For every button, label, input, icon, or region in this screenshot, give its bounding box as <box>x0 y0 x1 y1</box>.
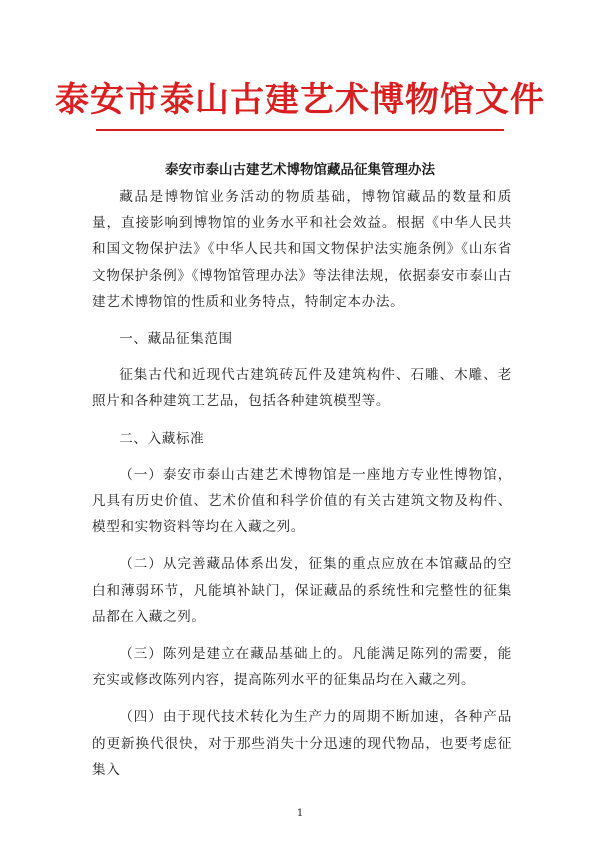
paragraph-scope: 征集古代和近现代古建筑砖瓦件及建筑构件、石雕、木雕、老照片和各种建筑工艺品，包括各种建筑模型等。 <box>92 367 512 410</box>
letterhead-title: 泰安市泰山古建艺术博物馆文件 <box>55 80 545 120</box>
document-body <box>92 184 512 794</box>
paragraph-criteria-1: （一）泰安市泰山古建艺术博物馆是一座地方专业性博物馆，凡具有历史价值、艺术价值和科学价值的有关古建筑文物及构件、模型和实物资料等均在入藏之列。 <box>92 466 512 536</box>
letterhead-red-rule <box>96 129 504 131</box>
section-heading-criteria: 二、入藏标准 <box>119 430 205 447</box>
paragraph-criteria-4: （四）由于现代技术转化为生产力的周期不断加速，各种产品的更新换代很快，对于那些消失十分迅速的现代物品，也要考虑征集入 <box>92 709 512 778</box>
paragraph-intro: 藏品是博物馆业务活动的物质基础，博物馆藏品的数量和质量，直接影响到博物馆的业务水平和社会效益。根据《中华人民共和国文物保护法》《中华人民共和国文物保护法实施条例》《山东省文物保护条例》《博物馆管理办法》等法律法规，依据泰安市泰山古建艺术博物馆的性质和业务特点，特制定本办法。 <box>92 189 512 310</box>
section-heading-scope: 一、藏品征集范围 <box>119 331 233 348</box>
document-title: 泰安市泰山古建艺术博物馆藏品征集管理办法 <box>165 162 435 178</box>
paragraph-criteria-2: （二）从完善藏品体系出发，征集的重点应放在本馆藏品的空白和薄弱环节，凡能填补缺门，保证藏品的系统性和完整性的征集品都在入藏之列。 <box>92 556 512 625</box>
paragraph-criteria-3: （三）陈列是建立在藏品基础上的。凡能满足陈列的需要，能充实或修改陈列内容，提高陈列水平的征集品均在入藏之列。 <box>92 646 512 689</box>
page-number: 1 <box>296 808 304 819</box>
